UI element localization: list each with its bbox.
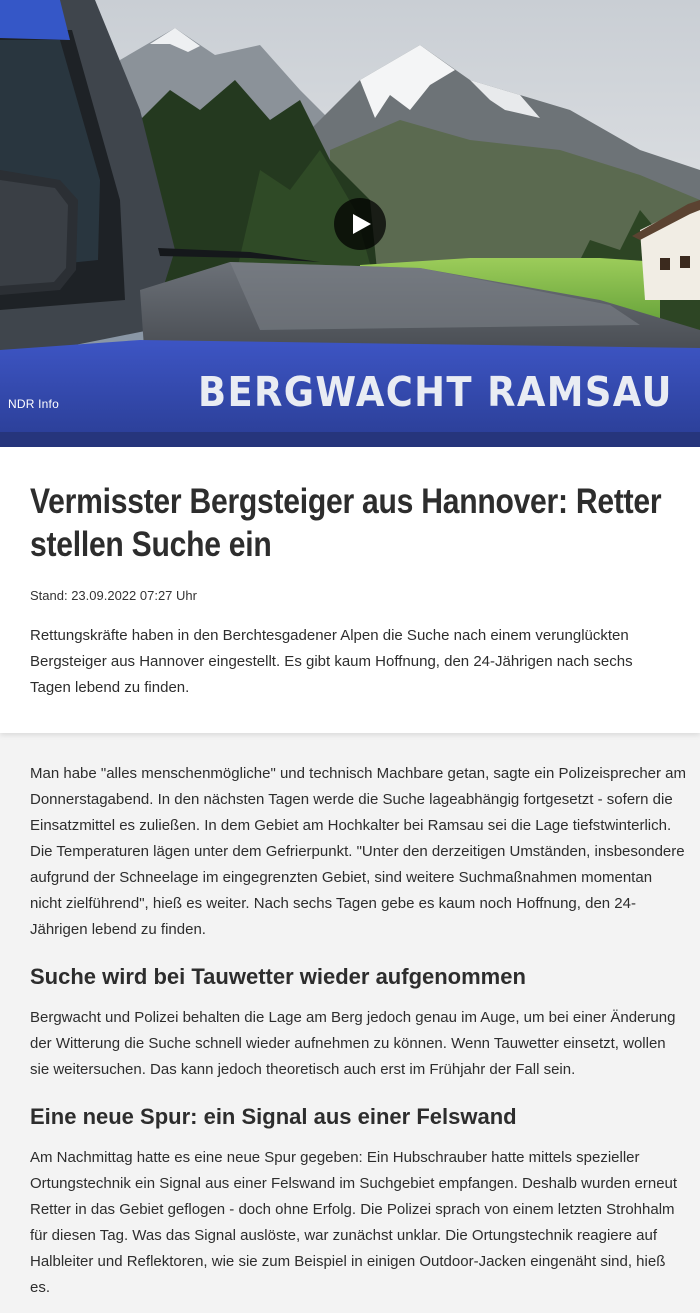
play-icon [353,214,371,234]
article-header [0,447,700,733]
play-button[interactable] [334,198,386,250]
article-timestamp: Stand: 23.09.2022 07:27 Uhr [30,588,197,604]
article-body [0,733,700,1301]
article-teaser: Rettungskräfte haben in den Berchtesgadener Alpen die Suche nach einem verunglückten Bergsteiger aus Hannover eingestellt. Es gibt kaum Hoffnung, den 24-Jährigen nach sechs Tagen lebend zu finden. [30,627,633,697]
subheading-1: Suche wird bei Tauwetter wieder aufgenommen [30,964,526,990]
truck-lettering: BERGWACHT RAMSAU [198,368,673,416]
article-paragraph-1: Man habe "alles menschenmögliche" und technisch Machbare getan, sagte ein Polizeisprecher am Donnerstagabend. In den nächsten Tagen werde die Suche lageabhängig fortgesetzt - sofern die Einsatzmittel es zuließen. In dem Gebiet am Hochkalter bei Ramsau sei die Lage tiefstwinterlich. Die Temperaturen lägen unter dem Gefrierpunkt. "Unter den derzeitigen Umständen, insbesondere aufgrund der Schneelage im eingegrenzten Gebiet, sind weitere Suchmaßnahmen momentan nicht zielführend", hieß es weiter. Nach sechs Tagen gebe es kaum noch Hoffnung, den 24-Jährigen lebend zu finden. [30,765,687,939]
channel-logo: NDR Info [8,397,59,411]
article-title: Vermisster Bergsteiger aus Hannover: Retter stellen Suche ein [30,482,662,564]
video-player[interactable] [0,0,700,447]
subheading-2: Eine neue Spur: ein Signal aus einer Felswand [30,1104,517,1130]
article-paragraph-3: Am Nachmittag hatte es eine neue Spur gegeben: Ein Hubschrauber hatte mittels spezieller Ortungstechnik ein Signal aus einer Felswand im Suchgebiet empfangen. Deshalb wurden erneut Retter in das Gebiet geflogen - doch ohne Erfolg. Die Polizei sprach von einem letzten Strohhalm für diesen Tag. Was das Signal auslöste, war zunächst unklar. Die Ortungstechnik reagiere auf Halbleiter und Reflektoren, wie sie zum Beispiel in einigen Outdoor-Jacken eingenäht sind, hieß es. [30,1149,678,1297]
article-paragraph-2: Bergwacht und Polizei behalten die Lage am Berg jedoch genau im Auge, um bei einer Änderung der Witterung die Suche schnell wieder aufnehmen zu können. Wenn Tauwetter einsetzt, wollen sie weitersuchen. Das kann jedoch theoretisch auch erst im Frühjahr der Fall sein. [30,1009,676,1079]
